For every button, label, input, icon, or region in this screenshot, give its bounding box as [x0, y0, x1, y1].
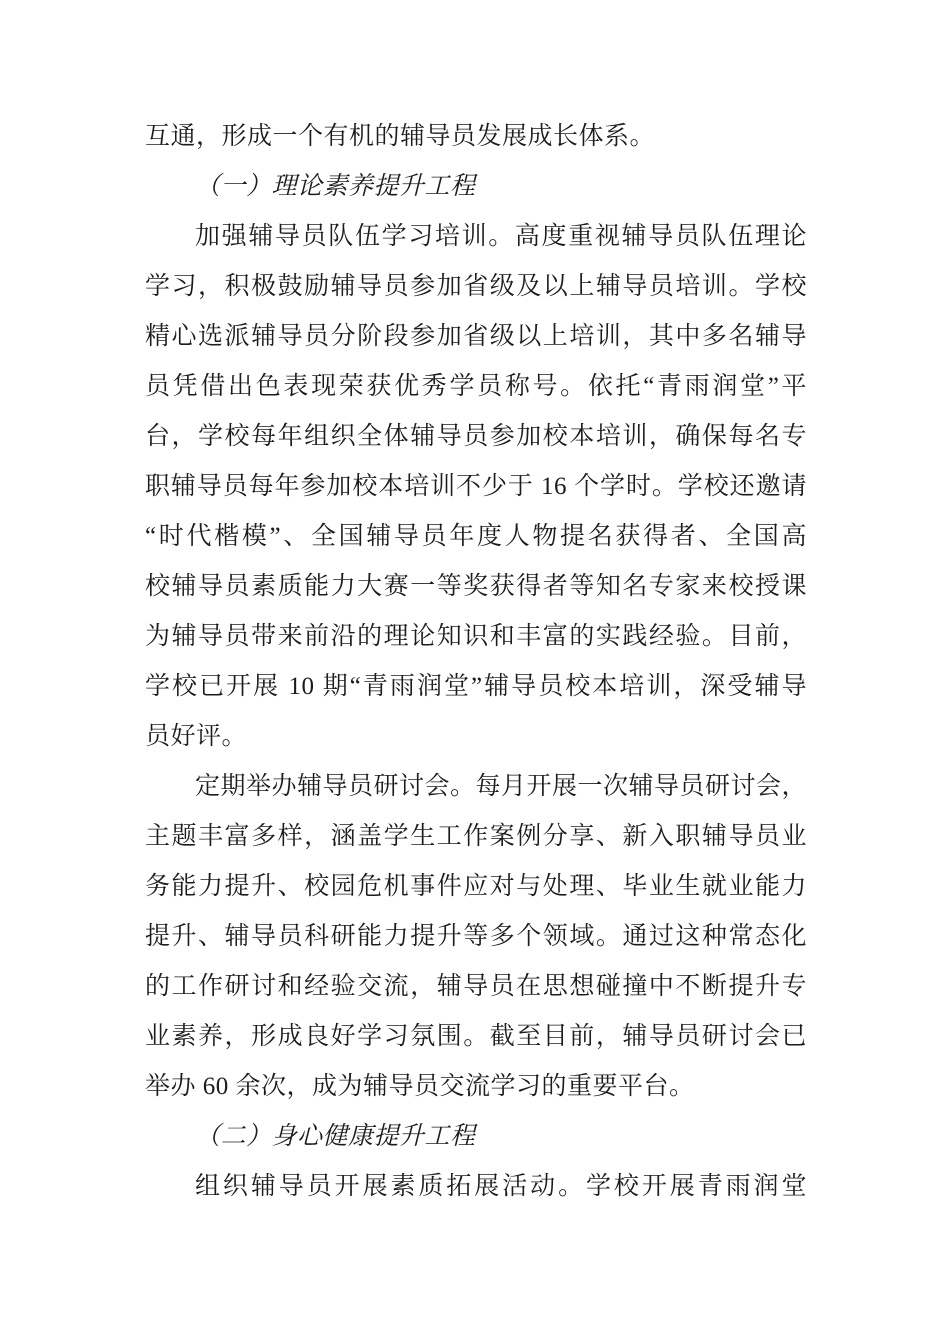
section-heading: （二）身心健康提升工程 [195, 1123, 476, 1150]
text-line: 台，学校每年组织全体辅导员参加校本培训，确保每名专 [145, 423, 807, 450]
text-line: 举办 60 余次，成为辅导员交流学习的重要平台。 [145, 1073, 695, 1100]
text-line: 精心选派辅导员分阶段参加省级以上培训，其中多名辅导 [145, 323, 807, 350]
text-line: “时代楷模”、全国辅导员年度人物提名获得者、全国高 [145, 523, 807, 550]
document-text-block [145, 112, 807, 1212]
text-line: 务能力提升、校园危机事件应对与处理、毕业生就业能力 [145, 873, 807, 900]
text-line: 为辅导员带来前沿的理论知识和丰富的实践经验。目前， [145, 623, 807, 650]
text-line: 业素养，形成良好学习氛围。截至目前，辅导员研讨会已 [145, 1023, 807, 1050]
text-line: 学习，积极鼓励辅导员参加省级及以上辅导员培训。学校 [145, 273, 807, 300]
text-line: 主题丰富多样，涵盖学生工作案例分享、新入职辅导员业 [145, 823, 807, 850]
text-line: 加强辅导员队伍学习培训。高度重视辅导员队伍理论 [195, 223, 807, 250]
text-line: 互通，形成一个有机的辅导员发展成长体系。 [145, 123, 656, 150]
text-line: 组织辅导员开展素质拓展活动。学校开展青雨润堂 [195, 1173, 807, 1200]
text-line: 职辅导员每年参加校本培训不少于 16 个学时。学校还邀请 [145, 473, 807, 500]
text-line: 的工作研讨和经验交流，辅导员在思想碰撞中不断提升专 [145, 973, 807, 1000]
text-line: 定期举办辅导员研讨会。每月开展一次辅导员研讨会， [195, 773, 808, 800]
text-line: 员好评。 [145, 723, 248, 750]
section-heading: （一）理论素养提升工程 [195, 173, 476, 200]
text-line: 学校已开展 10 期“青雨润堂”辅导员校本培训，深受辅导 [145, 673, 807, 700]
text-line: 校辅导员素质能力大赛一等奖获得者等知名专家来校授课 [145, 573, 807, 600]
text-line: 员凭借出色表现荣获优秀学员称号。依托“青雨润堂”平 [145, 373, 807, 400]
text-line: 提升、辅导员科研能力提升等多个领域。通过这种常态化 [145, 923, 807, 950]
